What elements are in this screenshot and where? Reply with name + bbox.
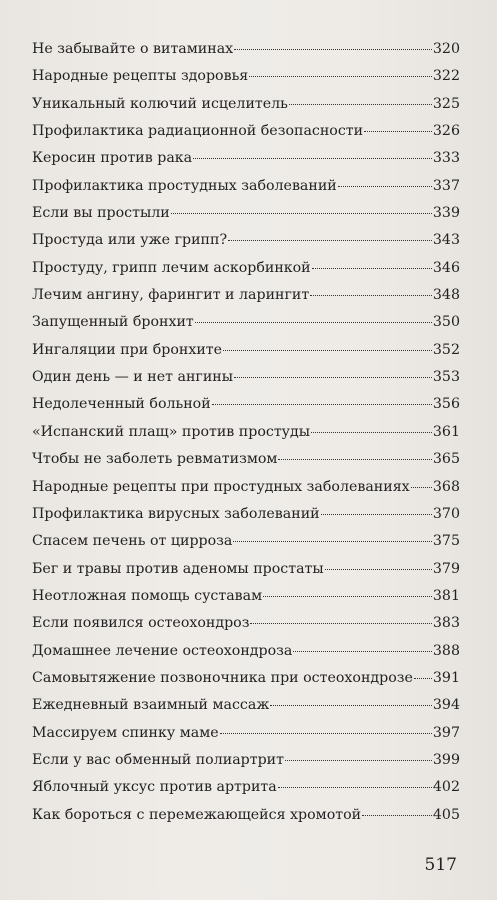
toc-entry-title: Массируем спинку маме	[32, 724, 219, 741]
toc-entry	[32, 63, 460, 90]
toc-entry-page: 352	[432, 341, 460, 358]
toc-dot-leader	[285, 759, 432, 761]
toc-entry	[32, 665, 460, 692]
toc-entry-page: 361	[432, 423, 460, 440]
toc-entry	[32, 337, 460, 364]
toc-entry	[32, 200, 460, 227]
toc-entry-page: 375	[432, 533, 460, 550]
toc-entry-page: 397	[432, 724, 460, 741]
toc-entry	[32, 145, 460, 172]
toc-entry-page: 320	[432, 41, 460, 57]
toc-entry	[32, 173, 460, 200]
toc-entry-title: Один день — и нет ангины	[32, 369, 234, 386]
toc-dot-leader	[270, 704, 432, 706]
toc-dot-leader	[220, 732, 432, 734]
toc-entry-page: 326	[432, 123, 460, 140]
toc-entry	[32, 419, 460, 446]
toc-entry	[32, 91, 460, 118]
toc-dot-leader	[223, 349, 432, 351]
toc-entry-page: 325	[432, 95, 460, 112]
toc-entry-title: Народные рецепты здоровья	[32, 68, 249, 85]
toc-entry	[32, 282, 460, 309]
toc-entry-title: Ежедневный взаимный массаж	[32, 697, 270, 714]
toc-entry-page: 365	[432, 451, 460, 468]
toc-entry-page: 381	[432, 587, 460, 604]
toc-entry	[32, 474, 460, 501]
toc-dot-leader	[278, 458, 431, 460]
toc-entry-title: Не забывайте о витаминах	[32, 41, 234, 57]
toc-entry	[32, 446, 460, 473]
toc-entry-page: 356	[432, 396, 460, 413]
toc-dot-leader	[171, 212, 432, 214]
toc-entry-page: 402	[432, 779, 460, 796]
toc-entry-page: 346	[432, 259, 460, 276]
toc-entry-title: Недолеченный больной	[32, 396, 211, 413]
toc-entry-title: Если появился остеохондроз	[32, 615, 250, 632]
toc-dot-leader	[195, 321, 432, 323]
toc-entry-title: Бег и травы против аденомы простаты	[32, 560, 324, 577]
toc-entry	[32, 309, 460, 336]
toc-entry-page: 391	[432, 669, 460, 686]
toc-entry-title: Керосин против рака	[32, 150, 193, 167]
toc-entry-page: 322	[432, 68, 460, 85]
toc-entry	[32, 610, 460, 637]
toc-entry	[32, 255, 460, 282]
table-of-contents	[32, 36, 460, 829]
toc-entry-page: 394	[432, 697, 460, 714]
toc-dot-leader	[293, 650, 432, 652]
toc-dot-leader	[278, 786, 432, 788]
toc-entry-page: 368	[432, 478, 460, 495]
toc-entry-title: Уникальный колючий исцелитель	[32, 95, 288, 112]
toc-entry-page: 339	[432, 205, 460, 222]
toc-entry	[32, 747, 460, 774]
page-number: 517	[424, 855, 457, 875]
toc-dot-leader	[289, 103, 432, 105]
toc-entry	[32, 227, 460, 254]
toc-dot-leader	[362, 814, 432, 816]
toc-entry	[32, 118, 460, 145]
toc-entry-title: Профилактика радиационной безопасности	[32, 123, 364, 140]
toc-entry-page: 350	[432, 314, 460, 331]
toc-entry-title: Простуду, грипп лечим аскорбинкой	[32, 259, 311, 276]
toc-entry-page: 348	[432, 287, 460, 304]
toc-dot-leader	[263, 595, 432, 597]
toc-dot-leader	[212, 403, 432, 405]
toc-dot-leader	[249, 75, 432, 77]
toc-entry-title: Если у вас обменный полиартрит	[32, 751, 284, 768]
toc-entry	[32, 638, 460, 665]
toc-entry	[32, 391, 460, 418]
toc-dot-leader	[311, 431, 432, 433]
toc-entry-title: Народные рецепты при простудных заболеваниях	[32, 478, 410, 495]
toc-entry-title: Простуда или уже грипп?	[32, 232, 228, 249]
toc-entry-title: Если вы простыли	[32, 205, 170, 222]
toc-entry-page: 379	[432, 560, 460, 577]
toc-entry-title: Профилактика простудных заболеваний	[32, 177, 337, 194]
toc-dot-leader	[411, 486, 432, 488]
toc-entry-page: 383	[432, 615, 460, 632]
toc-entry-page: 399	[432, 751, 460, 768]
toc-entry-title: Профилактика вирусных заболеваний	[32, 505, 320, 522]
toc-entry-page: 333	[432, 150, 460, 167]
toc-entry-title: Запущенный бронхит	[32, 314, 194, 331]
toc-dot-leader	[193, 157, 432, 159]
toc-entry	[32, 802, 460, 829]
toc-entry	[32, 720, 460, 747]
toc-entry-title: Как бороться с перемежающейся хромотой	[32, 806, 362, 823]
toc-entry	[32, 692, 460, 719]
toc-entry-page: 337	[432, 177, 460, 194]
toc-entry-page: 343	[432, 232, 460, 249]
toc-entry-page: 388	[432, 642, 460, 659]
toc-entry	[32, 501, 460, 528]
toc-entry-title: Неотложная помощь суставам	[32, 587, 263, 604]
toc-dot-leader	[234, 376, 432, 378]
toc-entry	[32, 556, 460, 583]
toc-entry-title: Домашнее лечение остеохондроза	[32, 642, 293, 659]
toc-entry-title: Лечим ангину, фарингит и ларингит	[32, 287, 310, 304]
toc-dot-leader	[310, 294, 432, 296]
toc-entry-title: Спасем печень от цирроза	[32, 533, 233, 550]
toc-dot-leader	[325, 568, 432, 570]
toc-entry-title: Чтобы не заболеть ревматизмом	[32, 451, 278, 468]
toc-entry	[32, 774, 460, 801]
toc-entry-page: 370	[432, 505, 460, 522]
toc-dot-leader	[338, 185, 432, 187]
toc-dot-leader	[234, 48, 432, 50]
toc-entry	[32, 36, 460, 63]
toc-entry-title: Яблочный уксус против артрита	[32, 779, 277, 796]
toc-entry-page: 405	[432, 806, 460, 823]
toc-entry	[32, 583, 460, 610]
toc-entry	[32, 528, 460, 555]
toc-entry-title: «Испанский плащ» против простуды	[32, 423, 311, 440]
toc-dot-leader	[321, 513, 432, 515]
toc-entry	[32, 364, 460, 391]
toc-dot-leader	[414, 677, 432, 679]
toc-dot-leader	[233, 540, 432, 542]
toc-entry-title: Самовытяжение позвоночника при остеохондрозе	[32, 669, 413, 686]
toc-dot-leader	[312, 267, 432, 269]
toc-dot-leader	[228, 239, 432, 241]
toc-dot-leader	[364, 130, 432, 132]
toc-dot-leader	[250, 622, 431, 624]
toc-entry-title: Ингаляции при бронхите	[32, 341, 223, 358]
toc-entry-page: 353	[432, 369, 460, 386]
